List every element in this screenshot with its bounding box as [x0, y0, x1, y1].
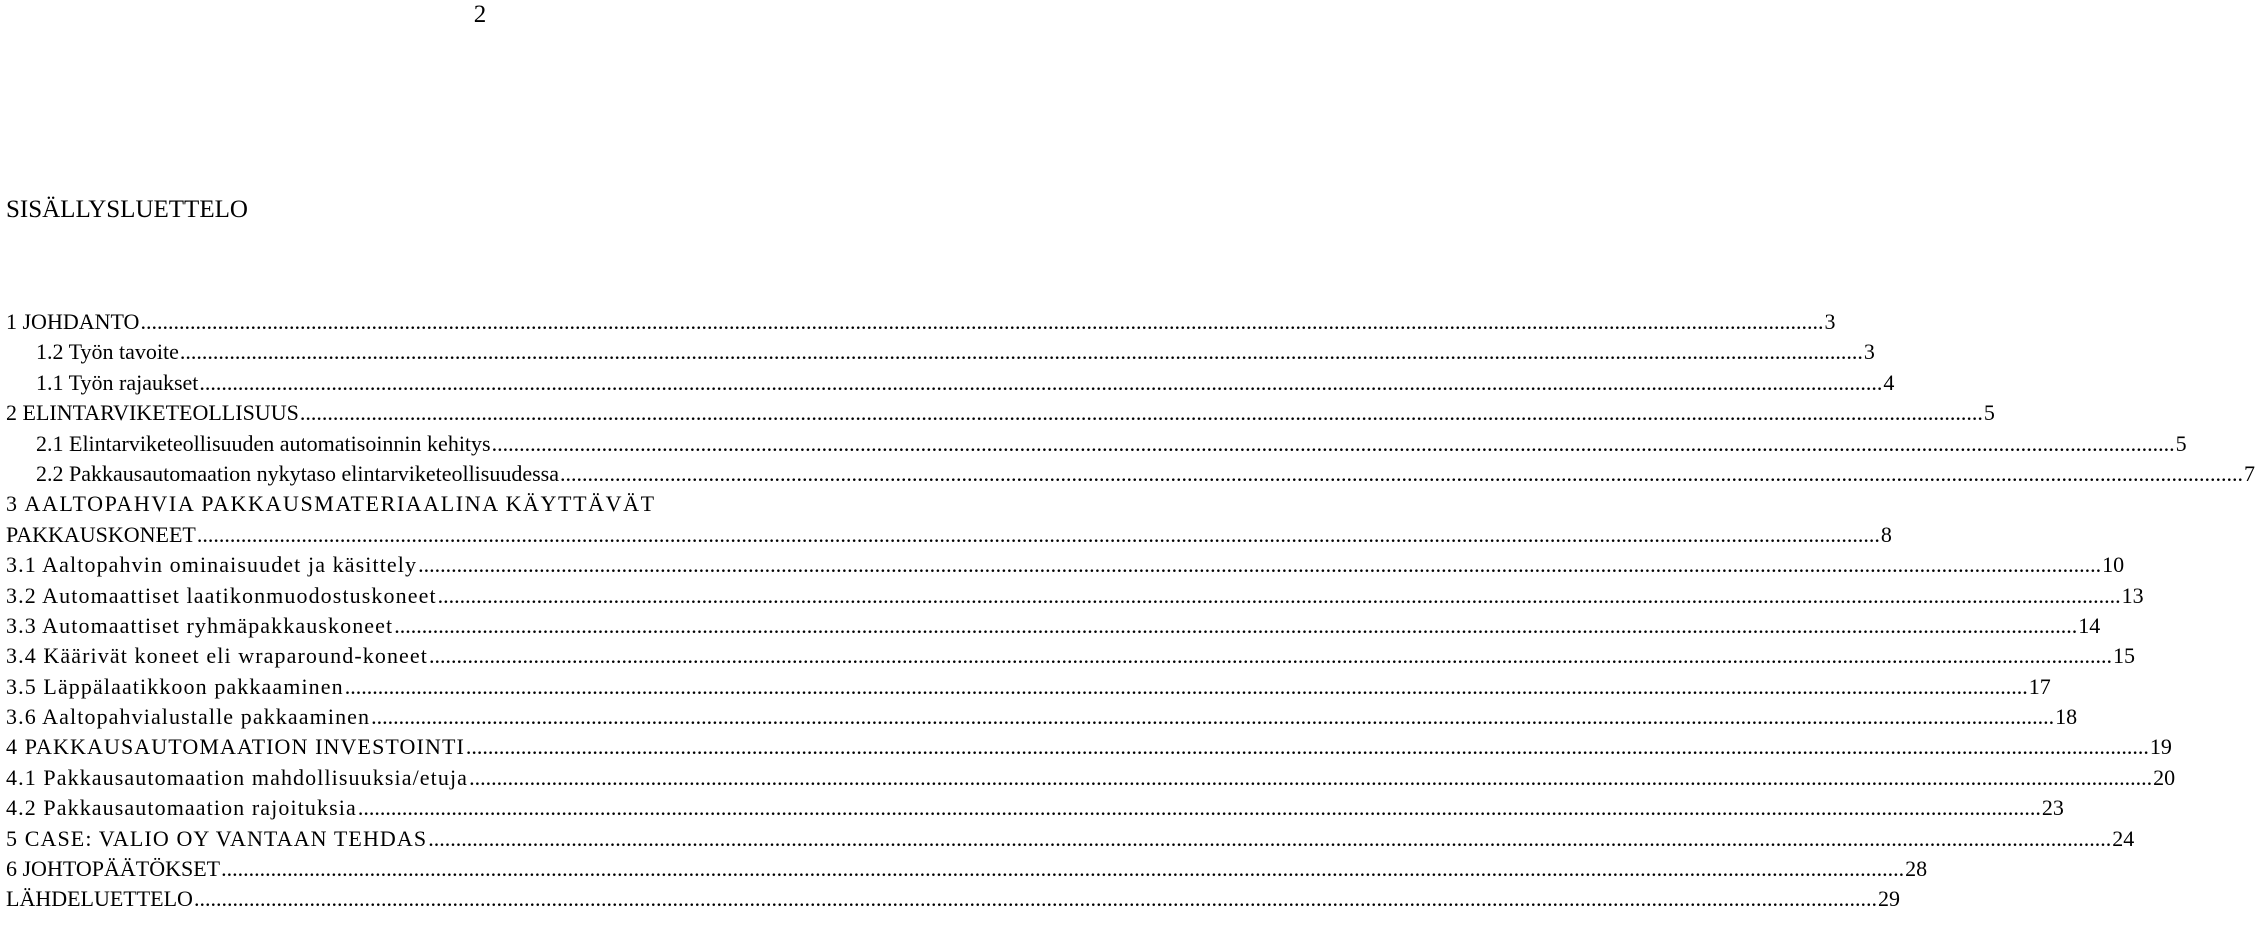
toc-leader-dots — [428, 824, 2111, 854]
toc-leader-dots — [371, 702, 2054, 732]
toc-entry-page: 5 — [2175, 430, 2187, 456]
toc-leader-dots — [394, 611, 2077, 641]
toc-entry-page: 29 — [1877, 886, 1900, 912]
toc-entry-pakkausautomaation-nykytaso[interactable] — [6, 459, 2255, 489]
toc-leader-dots — [221, 854, 1904, 884]
toc-leader-dots — [492, 429, 2175, 459]
toc-leader-dots — [194, 884, 1877, 914]
toc-entry-page: 8 — [1880, 521, 1892, 547]
toc-leader-dots — [466, 732, 2149, 762]
toc-entry-page: 10 — [2102, 552, 2125, 578]
toc-entry-johdanto[interactable] — [6, 307, 1836, 337]
toc-entry-page: 3 — [1863, 339, 1875, 365]
toc-entry-ryhmapakkauskoneet[interactable] — [6, 611, 2101, 641]
toc-entry-page: 7 — [2244, 460, 2255, 486]
toc-entry-page: 13 — [2121, 582, 2144, 608]
toc-entry-title: 3.1 Aaltopahvin ominaisuudet ja käsittely — [6, 552, 418, 578]
toc-entry-page: 24 — [2112, 825, 2135, 851]
toc-leader-dots — [345, 672, 2028, 702]
toc-leader-dots — [418, 550, 2101, 580]
toc-entry-automatisoinnin-kehitys[interactable] — [6, 429, 2187, 459]
toc-entry-title: 3.6 Aaltopahvialustalle pakkaaminen — [6, 704, 371, 730]
page-number: 2 — [473, 1, 487, 28]
table-of-contents — [6, 307, 2255, 915]
toc-entry-mahdollisuuksia-etuja[interactable] — [6, 763, 2176, 793]
toc-leader-dots — [438, 581, 2121, 611]
toc-entry-page: 28 — [1905, 856, 1928, 882]
toc-heading: SISÄLLYSLUETTELO — [6, 196, 248, 223]
toc-entry-title: 1 JOHDANTO — [6, 309, 140, 334]
toc-entry-aaltopahvia-line1[interactable]: 3 AALTOPAHVIA PAKKAUSMATERIAALINA KÄYTTÄVÄT — [6, 491, 656, 517]
toc-entry-title: 4.1 Pakkausautomaation mahdollisuuksia/etuja — [6, 764, 469, 790]
toc-leader-dots — [560, 459, 2243, 489]
toc-entry-johtopaatokset[interactable] — [6, 854, 1928, 884]
toc-entry-page: 15 — [2113, 643, 2135, 669]
toc-leader-dots — [199, 368, 1882, 398]
toc-entry-aaltopahvin-ominaisuudet[interactable] — [6, 550, 2125, 580]
toc-entry-investointi[interactable] — [6, 732, 2172, 762]
toc-entry-title: 1.1 Työn rajaukset — [36, 369, 199, 395]
toc-entry-title: 5 CASE: VALIO OY VANTAAN TEHDAS — [6, 825, 428, 851]
toc-leader-dots — [358, 793, 2041, 823]
toc-entry-aaltopahvialustalle[interactable] — [6, 702, 2078, 732]
toc-entry-tyon-rajaukset[interactable] — [6, 368, 1895, 398]
toc-entry-title: 1.2 Työn tavoite — [36, 339, 179, 365]
toc-entry-title: 2.2 Pakkausautomaation nykytaso elintarviketeollisuudessa — [36, 460, 560, 486]
toc-entry-page: 4 — [1883, 369, 1895, 395]
toc-leader-dots — [300, 398, 1983, 428]
toc-entry-title: 4 PAKKAUSAUTOMAATION INVESTOINTI — [6, 734, 465, 760]
toc-entry-title: 2.1 Elintarviketeollisuuden automatisoinnin kehitys — [36, 430, 491, 456]
toc-entry-title: 3.3 Automaattiset ryhmäpakkauskoneet — [6, 612, 394, 638]
toc-leader-dots — [140, 307, 1823, 337]
toc-entry-wraparound-koneet[interactable] — [6, 641, 2135, 671]
toc-entry-page: 17 — [2028, 673, 2051, 699]
toc-entry-tyon-tavoite[interactable] — [6, 337, 1875, 367]
toc-entry-page: 23 — [2041, 795, 2064, 821]
toc-entry-pakkauskoneet[interactable] — [6, 520, 1892, 550]
toc-entry-elintarviketeollisuus[interactable] — [6, 398, 1995, 428]
toc-entry-page: 14 — [2078, 612, 2101, 638]
toc-entry-title: 2 ELINTARVIKETEOLLISUUS — [6, 400, 299, 426]
toc-entry-title: LÄHDELUETTELO — [6, 886, 193, 912]
toc-entry-title: 3.5 Läppälaatikkoon pakkaaminen — [6, 673, 344, 699]
toc-leader-dots — [429, 641, 2112, 671]
toc-entry-laatikonmuodostuskoneet[interactable] — [6, 581, 2144, 611]
toc-entry-page: 20 — [2153, 764, 2176, 790]
toc-entry-case-valio[interactable] — [6, 824, 2135, 854]
toc-entry-page: 3 — [1824, 309, 1836, 334]
toc-entry-page: 5 — [1983, 400, 1995, 426]
toc-entry-lahdeluettelo[interactable] — [6, 884, 1900, 914]
toc-entry-rajoituksia[interactable] — [6, 793, 2064, 823]
toc-entry-title: PAKKAUSKONEET — [6, 521, 196, 547]
toc-entry-title: 6 JOHTOPÄÄTÖKSET — [6, 856, 221, 882]
toc-entry-title: 4.2 Pakkausautomaation rajoituksia — [6, 795, 357, 821]
toc-entry-title: 3.4 Käärivät koneet eli wraparound-koneet — [6, 643, 428, 669]
toc-leader-dots — [180, 337, 1863, 367]
toc-entry-page: 18 — [2055, 704, 2078, 730]
toc-leader-dots — [469, 763, 2152, 793]
toc-entry-title: 3.2 Automaattiset laatikonmuodostuskoneet — [6, 582, 437, 608]
toc-entry-page: 19 — [2149, 734, 2172, 760]
toc-entry-lappalaatikkoon[interactable] — [6, 672, 2051, 702]
toc-leader-dots — [197, 520, 1880, 550]
